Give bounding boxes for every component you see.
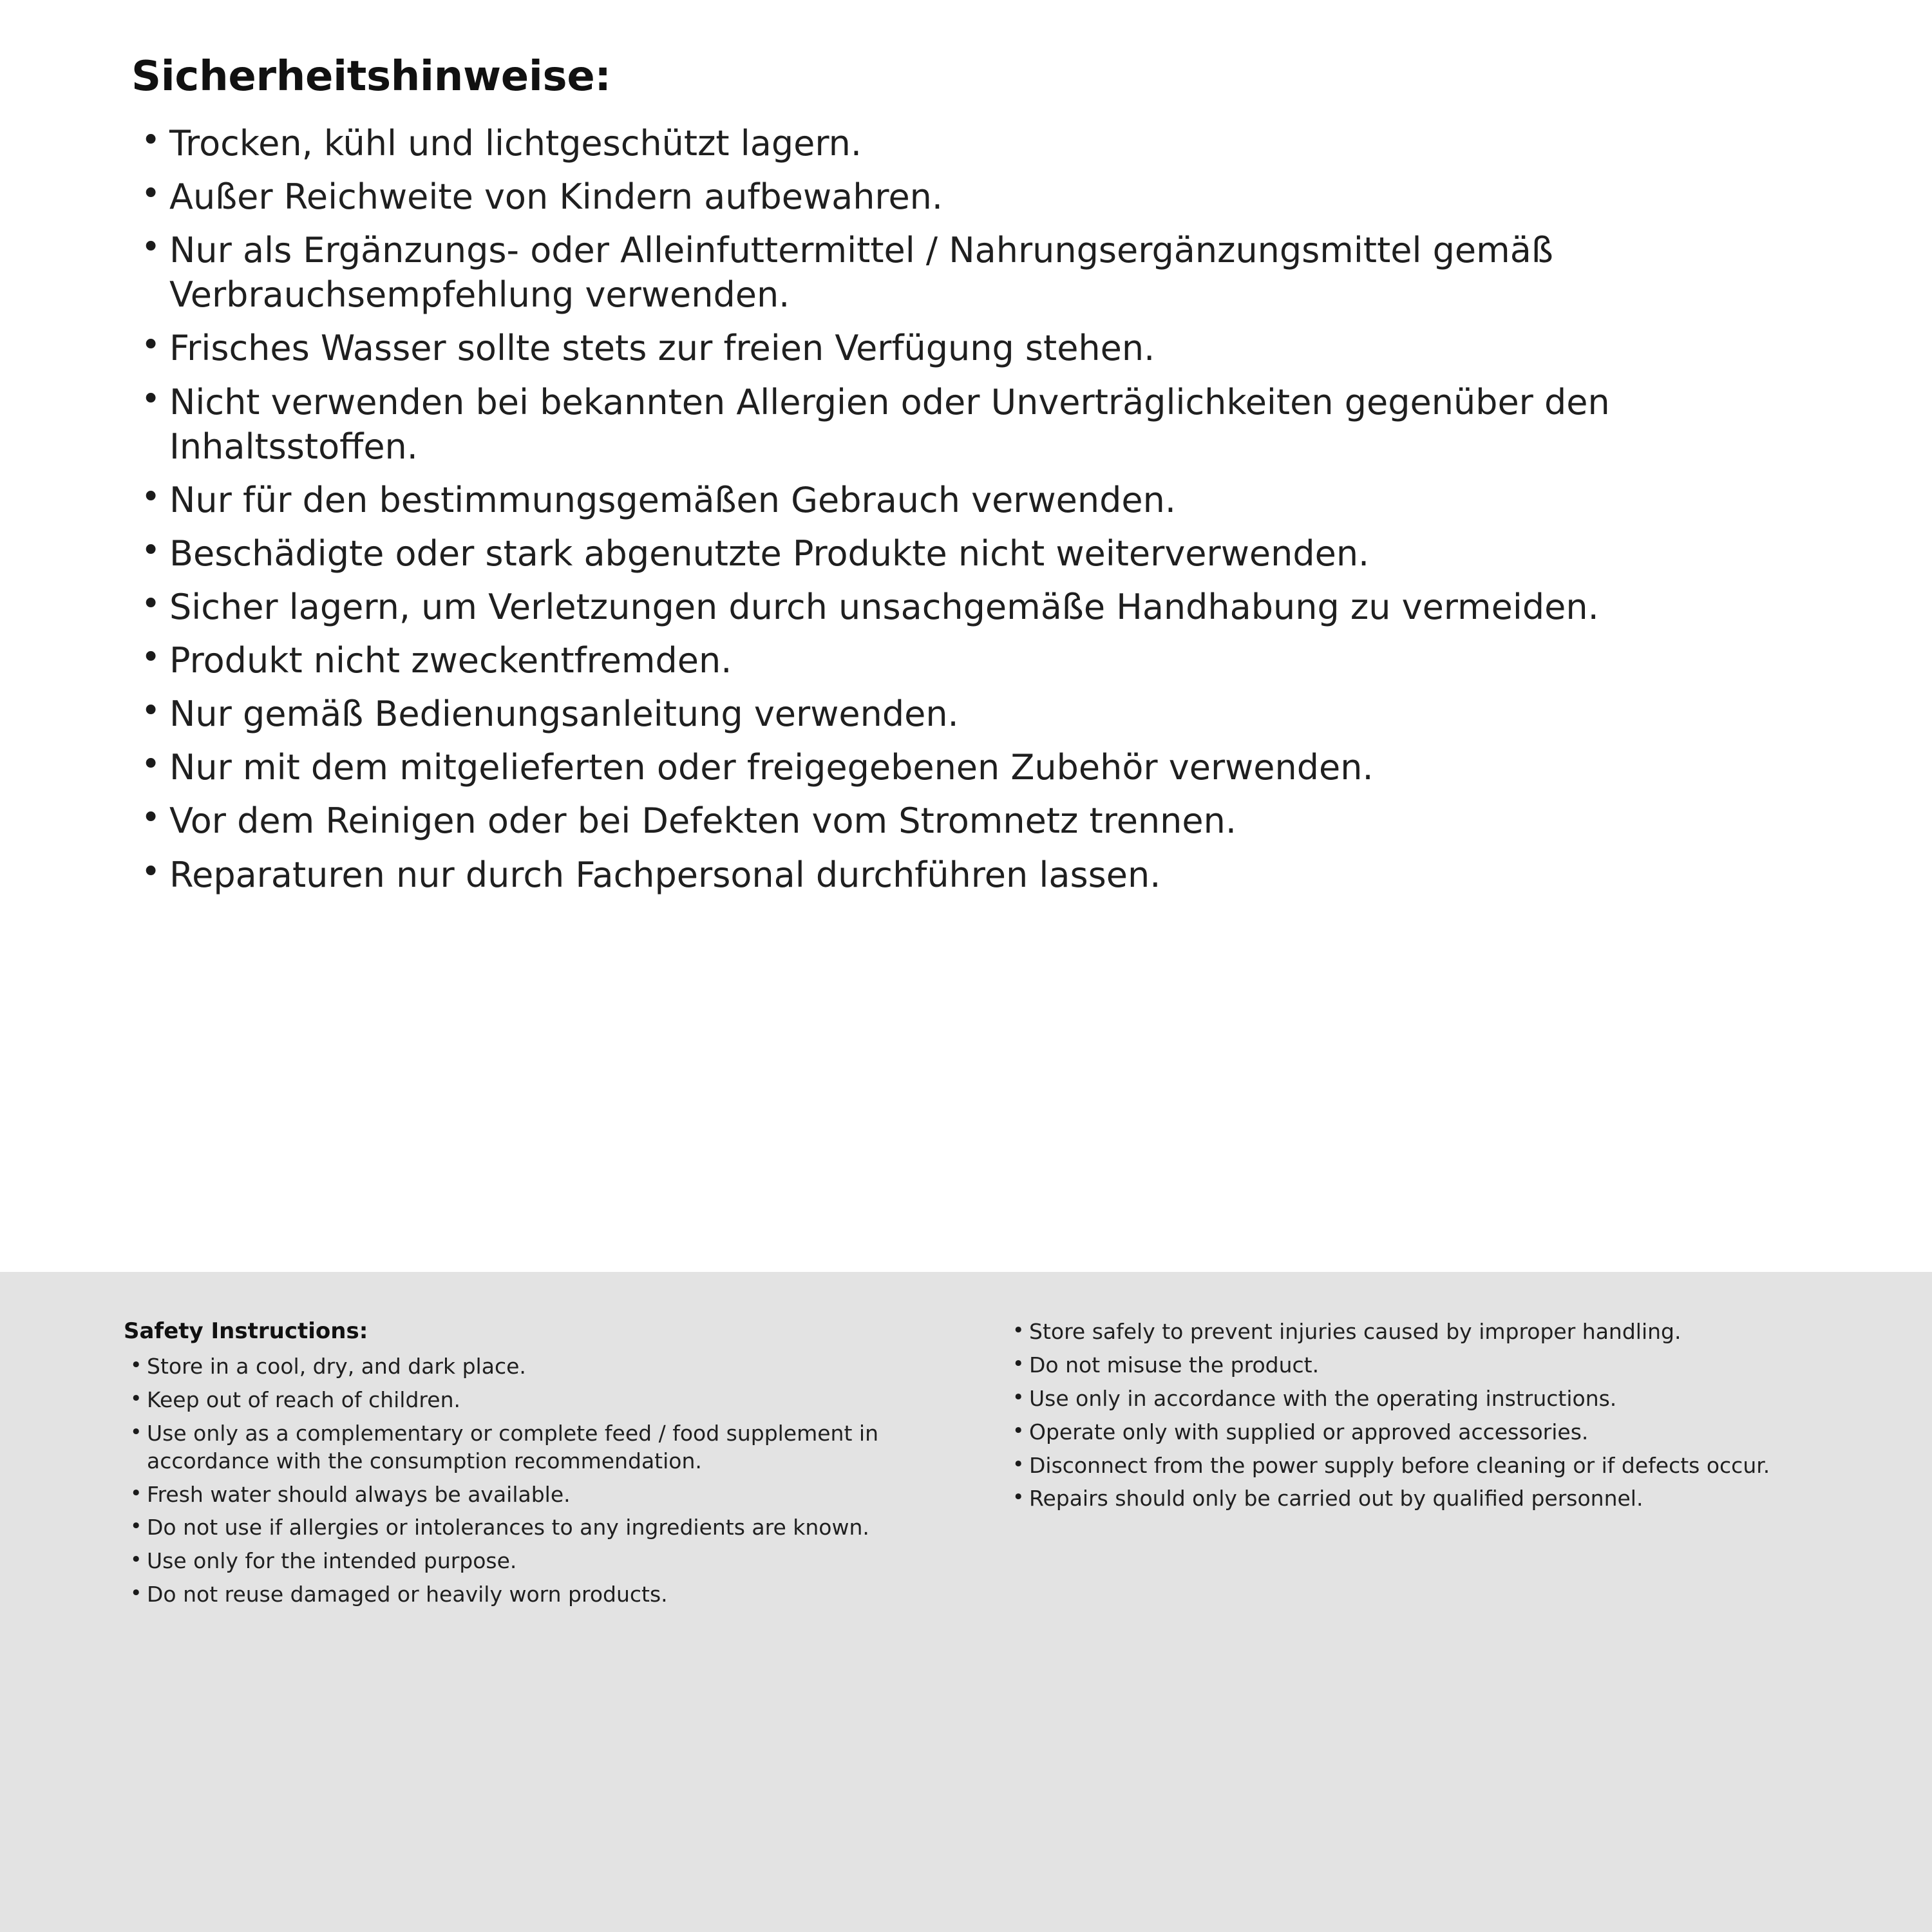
german-safety-list bbox=[126, 121, 1835, 897]
english-section-title: Safety Instructions: bbox=[124, 1318, 368, 1344]
english-safety-list-left bbox=[122, 1353, 940, 1609]
list-item: • Trocken, kühl und lichtgeschützt lagern. bbox=[126, 121, 1835, 166]
list-item: • Außer Reichweite von Kindern aufbewahren. bbox=[126, 175, 1835, 219]
list-item: • Nur für den bestimmungsgemäßen Gebrauch verwenden. bbox=[126, 478, 1835, 522]
list-item: • Do not reuse damaged or heavily worn products. bbox=[122, 1581, 940, 1609]
english-columns bbox=[122, 1318, 1855, 1615]
list-item: • Produkt nicht zweckentfremden. bbox=[126, 638, 1835, 683]
list-item: • Nur gemäß Bedienungsanleitung verwenden. bbox=[126, 692, 1835, 736]
english-column-left bbox=[122, 1318, 940, 1615]
list-item: • Vor dem Reinigen oder bei Defekten vom Stromnetz trennen. bbox=[126, 799, 1835, 843]
list-item: • Keep out of reach of children. bbox=[122, 1387, 940, 1414]
english-safety-list-right bbox=[1005, 1318, 1823, 1513]
list-item: • Reparaturen nur durch Fachpersonal durchführen lassen. bbox=[126, 853, 1835, 897]
list-item: • Operate only with supplied or approved accessories. bbox=[1005, 1419, 1823, 1446]
list-item: • Store in a cool, dry, and dark place. bbox=[122, 1353, 940, 1381]
list-item: • Use only for the intended purpose. bbox=[122, 1548, 940, 1575]
list-item: • Sicher lagern, um Verletzungen durch unsachgemäße Handhabung zu vermeiden. bbox=[126, 585, 1835, 629]
list-item: • Disconnect from the power supply before cleaning or if defects occur. bbox=[1005, 1452, 1823, 1480]
list-item: • Do not use if allergies or intolerances to any ingredients are known. bbox=[122, 1514, 940, 1542]
list-item: • Nicht verwenden bei bekannten Allergien oder Unverträglichkeiten gegenüber den Inhaltsstoffen. bbox=[126, 380, 1835, 469]
list-item: • Store safely to prevent injuries caused by improper handling. bbox=[1005, 1318, 1823, 1346]
page-title: Sicherheitshinweise: bbox=[131, 53, 611, 100]
list-item: • Nur als Ergänzungs- oder Alleinfuttermittel / Nahrungsergänzungsmittel gemäß Verbrauchsempfehlung verwenden. bbox=[126, 228, 1835, 317]
list-item: • Nur mit dem mitgelieferten oder freigegebenen Zubehör verwenden. bbox=[126, 745, 1835, 790]
list-item: • Repairs should only be carried out by qualified personnel. bbox=[1005, 1485, 1823, 1513]
list-item: • Fresh water should always be available. bbox=[122, 1481, 940, 1509]
english-column-right bbox=[1005, 1318, 1823, 1519]
list-item: • Use only in accordance with the operating instructions. bbox=[1005, 1385, 1823, 1413]
list-item: • Beschädigte oder stark abgenutzte Produkte nicht weiterverwenden. bbox=[126, 531, 1835, 576]
english-safety-section bbox=[0, 1272, 1932, 1932]
list-item: • Use only as a complementary or complete feed / food supplement in accordance with the consumption recommendation. bbox=[122, 1420, 940, 1475]
list-item: • Do not misuse the product. bbox=[1005, 1352, 1823, 1379]
list-item: • Frisches Wasser sollte stets zur freien Verfügung stehen. bbox=[126, 326, 1835, 370]
